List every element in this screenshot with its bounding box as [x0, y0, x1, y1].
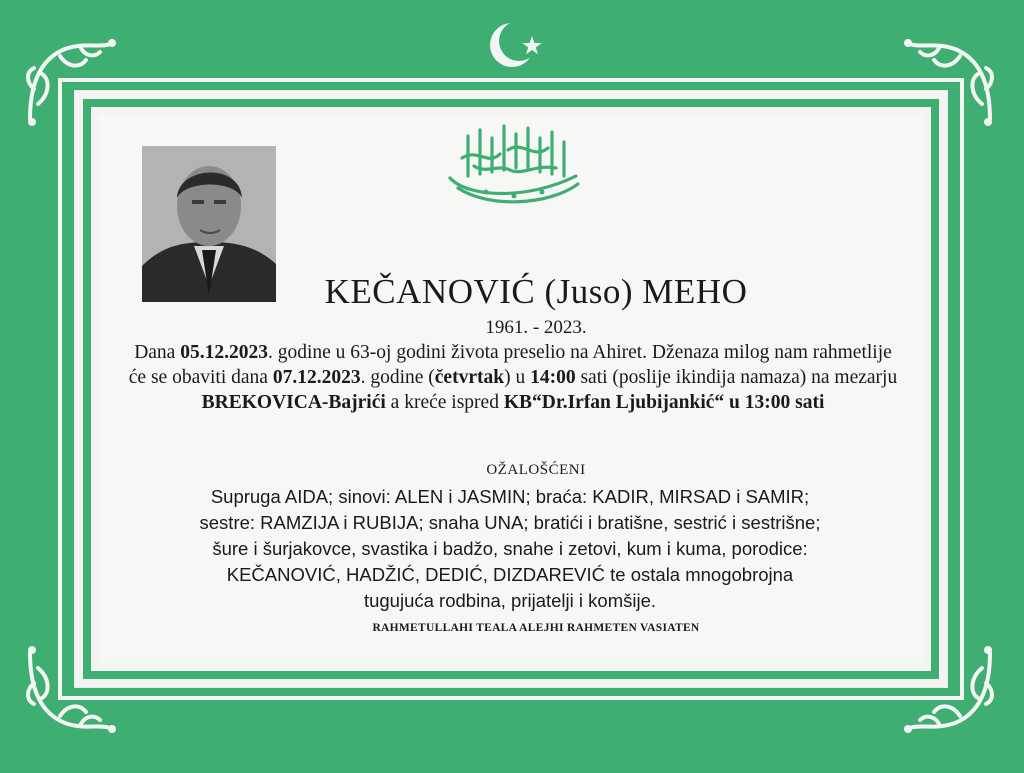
- date-of-death: 05.12.2023: [180, 342, 268, 363]
- text-segment: a kreće ispred: [385, 392, 504, 413]
- departure-location: KB“Dr.Irfan Ljubijankić“ u 13:00 sati: [503, 392, 825, 413]
- mourners-line: tugujuća rodbina, prijatelji i komšije.: [363, 590, 657, 611]
- life-years: 1961. - 2023.: [485, 317, 587, 338]
- arabic-calligraphy-icon: [438, 118, 588, 210]
- funeral-time: 14:00: [530, 367, 576, 388]
- funeral-date: 07.12.2023: [272, 367, 361, 388]
- closing-prayer: RAHMETULLAHI TEALA ALEJHI RAHMETEN VASIATEN: [372, 622, 700, 634]
- text-segment: . godine (: [360, 367, 435, 388]
- mourners-line: KEČANOVIĆ, HADŽIĆ, DEDIĆ, DIZDAREVIĆ te ostala mnogobrojna: [226, 564, 794, 585]
- crescent-star-icon: [488, 14, 550, 76]
- text-segment: Dana: [134, 342, 181, 363]
- funeral-day: četvrtak: [434, 367, 505, 388]
- mourners-list: [140, 484, 880, 614]
- mourners-line: sestre: RAMZIJA i RUBIJA; snaha UNA; bratići i bratišne, sestrić i sestrišne;: [199, 512, 821, 533]
- text-segment: . godine u 63-oj godini života preselio na Ahiret. Dženaza milog nam rahmetlije će se obaviti dana: [128, 342, 892, 388]
- mourners-line: Supruga AIDA; sinovi: ALEN i JASMIN; braća: KADIR, MIRSAD i SAMIR;: [210, 486, 810, 507]
- funeral-announcement: [128, 340, 898, 415]
- text-segment: ) u: [504, 367, 531, 388]
- deceased-name: KEČANOVIĆ (Juso) MEHO: [324, 272, 748, 311]
- text-segment: sati (poslije ikindija namaza) na mezarju: [575, 367, 898, 388]
- mourners-heading: OŽALOŠĆENI: [486, 462, 586, 478]
- portrait-photo: [142, 146, 276, 302]
- cemetery-name: BREKOVICA-Bajrići: [201, 392, 386, 413]
- mourners-line: šure i šurjakovce, svastika i badžo, snahe i zetovi, kum i kuma, porodice:: [212, 538, 808, 559]
